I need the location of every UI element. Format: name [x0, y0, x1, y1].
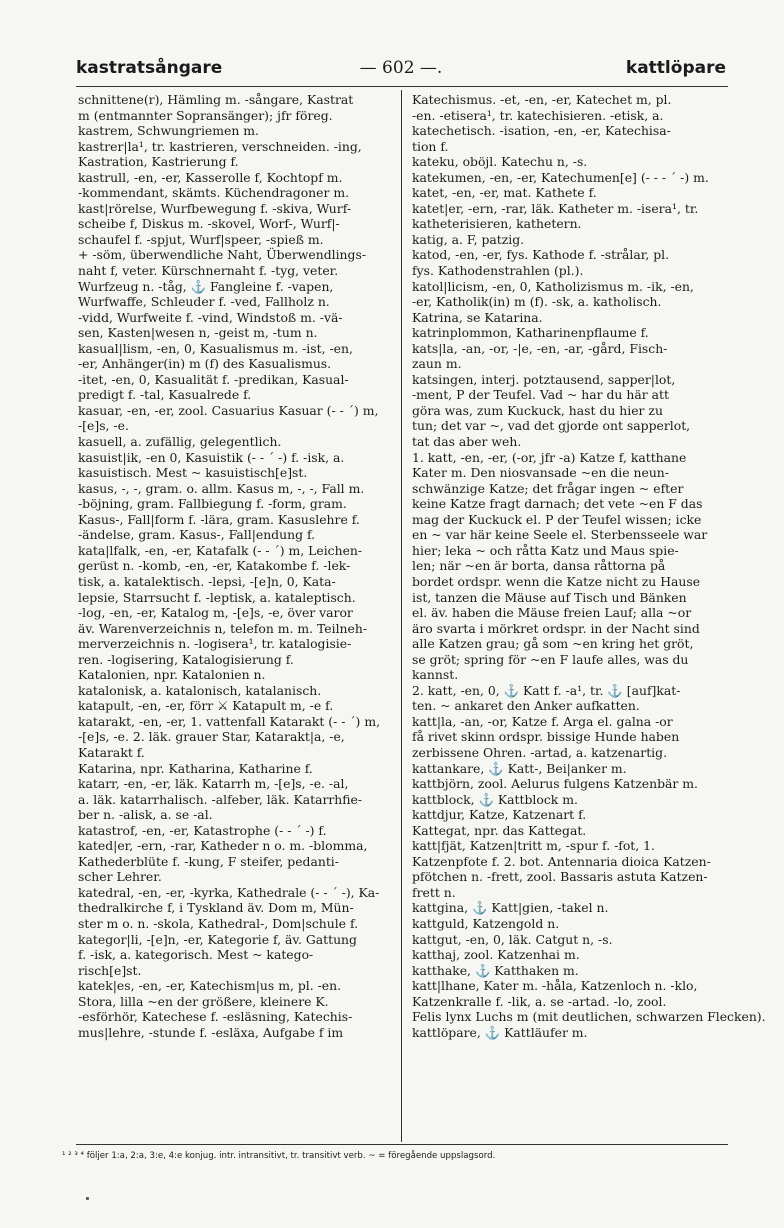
entry-line: lepsie, Starrsucht f. -leptisk, a. kataleptisch. — [78, 589, 356, 605]
entry-line: zaun m. — [412, 356, 462, 372]
entry-line: katastrof, -en, -er, Katastrophe (- - ´ -) f. — [78, 822, 327, 838]
entry-line: kattguld, Katzengold n. — [412, 915, 560, 931]
entry-line: -log, -en, -er, Katalog m, -[e]s, -e, över varor — [78, 605, 353, 621]
entry-line: len; när ~en är borta, dansa råttorna på — [412, 558, 666, 574]
entry-line: 2. katt, -en, 0, ⚓ Katt f. -a¹, tr. ⚓ [auf]kat- — [412, 682, 681, 698]
entry-line: merverzeichnis n. -logisera¹, tr. katalogisie- — [78, 636, 352, 652]
entry-line: keine Katze fragt darnach; det vete ~en F das — [412, 496, 703, 512]
entry-line: ren. -logisering, Katalogisierung f. — [78, 651, 294, 667]
entry-line: mag der Kuckuck el. P der Teufel wissen; icke — [412, 511, 702, 527]
entry-line: kasus, -, -, gram. o. allm. Kasus m, -, -, Fall m. — [78, 480, 365, 496]
entry-line: Katrina, se Katarina. — [412, 309, 543, 325]
entry-line: Wurfwaffe, Schleuder f. -ved, Fallholz n. — [78, 294, 330, 310]
entry-line: katthaj, zool. Katzenhai m. — [412, 947, 580, 963]
entry-line: Katzenkralle f. -lik, a. se -artad. -lo, zool. — [412, 993, 667, 1009]
entry-line: äv. Warenverzeichnis n, telefon m. m. Teilneh- — [78, 620, 368, 636]
entry-line: katthake, ⚓ Katthaken m. — [412, 962, 579, 978]
entry-line: kattlöpare, ⚓ Kattläufer m. — [412, 1024, 588, 1040]
entry-line: -itet, -en, 0, Kasualität f. -predikan, Kasual- — [78, 371, 349, 387]
entry-line: kata|lfalk, -en, -er, Katafalk (- - ´) m, Leichen- — [78, 542, 363, 558]
left-column — [78, 92, 384, 1040]
entry-line: katedral, -en, -er, -kyrka, Kathedrale (- - ´ -), Ka- — [78, 884, 380, 900]
entry-line: tion f. — [412, 138, 449, 154]
entry-line: tat das aber weh. — [412, 434, 522, 450]
entry-line: kastrull, -en, -er, Kasserolle f, Kochtopf m. — [78, 169, 343, 185]
entry-line: kategor|li, -[e]n, -er, Kategorie f, äv. Gattung — [78, 931, 357, 947]
entry-line: kateku, oböjl. Katechu n, -s. — [412, 154, 588, 170]
entry-line: katechetisch. -isation, -en, -er, Katechisa- — [412, 123, 671, 139]
entry-line: el. äv. haben die Mäuse freien Lauf; alla ~or — [412, 605, 692, 621]
entry-line: katod, -en, -er, fys. Kathode f. -strålar, pl. — [412, 247, 670, 263]
entry-line: katt|la, -an, -or, Katze f. Arga el. galna -or — [412, 713, 673, 729]
entry-line: kattbjörn, zool. Aelurus fulgens Katzenbär m. — [412, 776, 698, 792]
entry-line: Wurfzeug n. -tåg, ⚓ Fangleine f. -vapen, — [78, 278, 334, 294]
entry-line: + -söm, überwendliche Naht, Überwendlings- — [78, 247, 367, 263]
entry-line: få rivet skinn ordspr. bissige Hunde haben — [412, 729, 680, 745]
entry-line: Felis lynx Luchs m (mit deutlichen, schwarzen Flecken). — [412, 1009, 766, 1025]
entry-line: alle Katzen grau; gå som ~en kring het gröt, — [412, 636, 694, 652]
header-first-entry: kastratsångare — [76, 58, 223, 78]
entry-line: kasuist|ik, -en 0, Kasuistik (- - ´ -) f. -isk, a. — [78, 449, 345, 465]
entry-line: kasuistisch. Mest ~ kasuistisch[e]st. — [78, 465, 308, 481]
right-column — [412, 92, 766, 1040]
entry-line: m (entmannter Sopransänger); jfr föreg. — [78, 107, 333, 123]
entry-line: se gröt; spring för ~en F laufe alles, was du — [412, 651, 689, 667]
entry-line: Kasus-, Fall|form f. -lära, gram. Kasuslehre f. — [78, 511, 360, 527]
entry-line: tisk, a. katalektisch. -lepsi, -[e]n, 0, Kata- — [78, 573, 336, 589]
entry-line: äro svarta i mörkret ordspr. in der Nacht sind — [412, 620, 700, 636]
entry-line: kated|er, -ern, -rar, Katheder n o. m. -blomma, — [78, 838, 368, 854]
entry-line: ber n. -alisk, a. se -al. — [78, 807, 213, 823]
entry-line: bordet ordspr. wenn die Katze nicht zu Hause — [412, 573, 701, 589]
entry-line: predigt f. -tal, Kasualrede f. — [78, 387, 252, 403]
entry-line: katek|es, -en, -er, Katechism|us m, pl. -en. — [78, 978, 342, 994]
entry-line: Kathederblüte f. -kung, F steifer, pedanti- — [78, 853, 339, 869]
entry-line: kastrem, Schwungriemen m. — [78, 123, 259, 139]
entry-line: kattankare, ⚓ Katt-, Bei|anker m. — [412, 760, 627, 776]
entry-line: Katzenpfote f. 2. bot. Antennaria dioica Katzen- — [412, 853, 711, 869]
entry-line: fys. Kathodenstrahlen (pl.). — [412, 263, 584, 279]
entry-line: scher Lehrer. — [78, 869, 162, 885]
entry-line: pfötchen n. -frett, zool. Bassaris astuta Katzen- — [412, 869, 708, 885]
entry-line: gerüst n. -komb, -en, -er, Katakombe f. -lek- — [78, 558, 351, 574]
entry-line: -böjning, gram. Fallbiegung f. -form, gram. — [78, 496, 347, 512]
entry-line: katol|licism, -en, 0, Katholizismus m. -ik, -en, — [412, 278, 694, 294]
entry-line: tun; det var ~, vad det gjorde ont sapperlot, — [412, 418, 691, 434]
entry-line: naht f, veter. Kürschnernaht f. -tyg, veter. — [78, 263, 339, 279]
entry-line: kattgut, -en, 0, läk. Catgut n, -s. — [412, 931, 613, 947]
entry-line: kattblock, ⚓ Kattblock m. — [412, 791, 578, 807]
entry-line: -vidd, Wurfweite f. -vind, Windstoß m. -vä- — [78, 309, 343, 325]
entry-line: en ~ var här keine Seele el. Sterbensseele war — [412, 527, 708, 543]
entry-line: kattgina, ⚓ Katt|gien, -takel n. — [412, 900, 609, 916]
entry-line: kastrer|la¹, tr. kastrieren, verschneiden. -ing, — [78, 138, 362, 154]
entry-line: katheterisieren, kathetern. — [412, 216, 582, 232]
entry-line: -en. -etisera¹, tr. katechisieren. -etisk, a. — [412, 107, 664, 123]
entry-line: katig, a. F, patzig. — [412, 231, 525, 247]
page-number: — 602 —. — [359, 58, 443, 78]
entry-line: katarr, -en, -er, läk. Katarrh m, -[e]s, -e. -al, — [78, 776, 349, 792]
entry-line: katekumen, -en, -er, Katechumen[e] (- - - ´ -) m. — [412, 169, 709, 185]
running-header — [76, 58, 726, 84]
entry-line: Katarakt f. — [78, 744, 145, 760]
footer-rule — [76, 1144, 728, 1145]
entry-line: -er, Katholik(in) m (f). -sk, a. katholisch. — [412, 294, 662, 310]
entry-line: Kastration, Kastrierung f. — [78, 154, 239, 170]
entry-line: schaufel f. -spjut, Wurf|speer, -spieß m. — [78, 231, 324, 247]
entry-line: Katechismus. -et, -en, -er, Katechet m, pl. — [412, 92, 672, 107]
column-divider — [401, 90, 402, 1142]
entry-line: -ändelse, gram. Kasus-, Fall|endung f. — [78, 527, 316, 543]
entry-line: katsingen, interj. potztausend, sapper|lot, — [412, 371, 676, 387]
entry-line: kannst. — [412, 667, 459, 683]
entry-line: risch[e]st. — [78, 962, 142, 978]
entry-line: katrinplommon, Katharinenpflaume f. — [412, 325, 649, 341]
entry-line: -[e]s, -e. 2. läk. grauer Star, Katarakt|a, -e, — [78, 729, 345, 745]
entry-line: mus|lehre, -stunde f. -esläxa, Aufgabe f im — [78, 1024, 344, 1040]
entry-line: katet|er, -ern, -rar, läk. Katheter m. -isera¹, tr. — [412, 200, 699, 216]
entry-line: -er, Anhänger(in) m (f) des Kasualismus. — [78, 356, 332, 372]
entry-line: ster m o. n. -skola, Kathedral-, Dom|schule f. — [78, 915, 359, 931]
entry-line: Kattegat, npr. das Kattegat. — [412, 822, 587, 838]
entry-line: 1. katt, -en, -er, (-or, jfr -a) Katze f, katthane — [412, 449, 687, 465]
header-last-entry: kattlöpare — [625, 58, 726, 78]
entry-line: thedralkirche f, i Tyskland äv. Dom m, Mün- — [78, 900, 354, 916]
entry-line: katet, -en, -er, mat. Kathete f. — [412, 185, 597, 201]
footnote-legend: ¹ ² ³ ⁴ följer 1:a, 2:a, 3:e, 4:e konjug. intr. intransitivt, tr. transitivt verb. ~ = föregående uppslagsord. — [62, 1151, 496, 1161]
entry-line: -kommendant, skämts. Küchendragoner m. — [78, 185, 350, 201]
entry-line: schwänzige Katze; det frågar ingen ~ efter — [412, 480, 684, 496]
entry-line: sen, Kasten|wesen n, -geist m, -tum n. — [78, 325, 318, 341]
entry-line: -ment, P der Teufel. Vad ~ har du här att — [412, 387, 669, 403]
entry-line: kasuell, a. zufällig, gelegentlich. — [78, 434, 282, 450]
entry-line: Katalonien, npr. Katalonien n. — [78, 667, 266, 683]
entry-line: katt|lhane, Kater m. -håla, Katzenloch n. -klo, — [412, 978, 698, 994]
entry-line: katalonisk, a. katalonisch, katalanisch. — [78, 682, 322, 698]
entry-line: göra was, zum Kuckuck, hast du hier zu — [412, 402, 663, 418]
entry-line: kattdjur, Katze, Katzenart f. — [412, 807, 587, 823]
entry-line: kast|rörelse, Wurfbewegung f. -skiva, Wurf- — [78, 200, 352, 216]
entry-line: kasual|lism, -en, 0, Kasualismus m. -ist, -en, — [78, 340, 353, 356]
entry-line: scheibe f, Diskus m. -skovel, Worf-, Wurf|- — [78, 216, 340, 232]
entry-line: zerbissene Ohren. -artad, a. katzenartig. — [412, 744, 668, 760]
entry-line: katapult, -en, -er, förr ⚔ Katapult m, -e f. — [78, 698, 334, 714]
entry-line: Katarina, npr. Katharina, Katharine f. — [78, 760, 313, 776]
entry-line: -[e]s, -e. — [78, 418, 129, 434]
entry-line: a. läk. katarrhalisch. -alfeber, läk. Katarrhfie- — [78, 791, 363, 807]
entry-line: Stora, lilla ~en der größere, kleinere K. — [78, 993, 329, 1009]
entry-line: kasuar, -en, -er, zool. Casuarius Kasuar (- - ´) m, — [78, 402, 379, 418]
entry-line: ist, tanzen die Mäuse auf Tisch und Bänken — [412, 589, 687, 605]
entry-line: katt|fjät, Katzen|tritt m, -spur f. -fot, 1. — [412, 838, 655, 854]
entry-line: schnittene(r), Hämling m. -sångare, Kastrat — [78, 92, 354, 107]
entry-line: kats|la, -an, -or, -|e, -en, -ar, -gård, Fisch- — [412, 340, 668, 356]
entry-line: frett n. — [412, 884, 456, 900]
entry-line: katarakt, -en, -er, 1. vattenfall Katarakt (- - ´) m, — [78, 713, 381, 729]
print-speck — [86, 1197, 89, 1200]
entry-line: hier; leka ~ och råtta Katz und Maus spie- — [412, 542, 679, 558]
header-rule — [76, 86, 728, 87]
entry-line: -esförhör, Katechese f. -esläsning, Katechis- — [78, 1009, 353, 1025]
entry-line: f. -isk, a. kategorisch. Mest ~ katego- — [78, 947, 314, 963]
entry-line: Kater m. Den niosvansade ~en die neun- — [412, 465, 669, 481]
entry-line: ten. ~ ankaret den Anker aufkatten. — [412, 698, 640, 714]
